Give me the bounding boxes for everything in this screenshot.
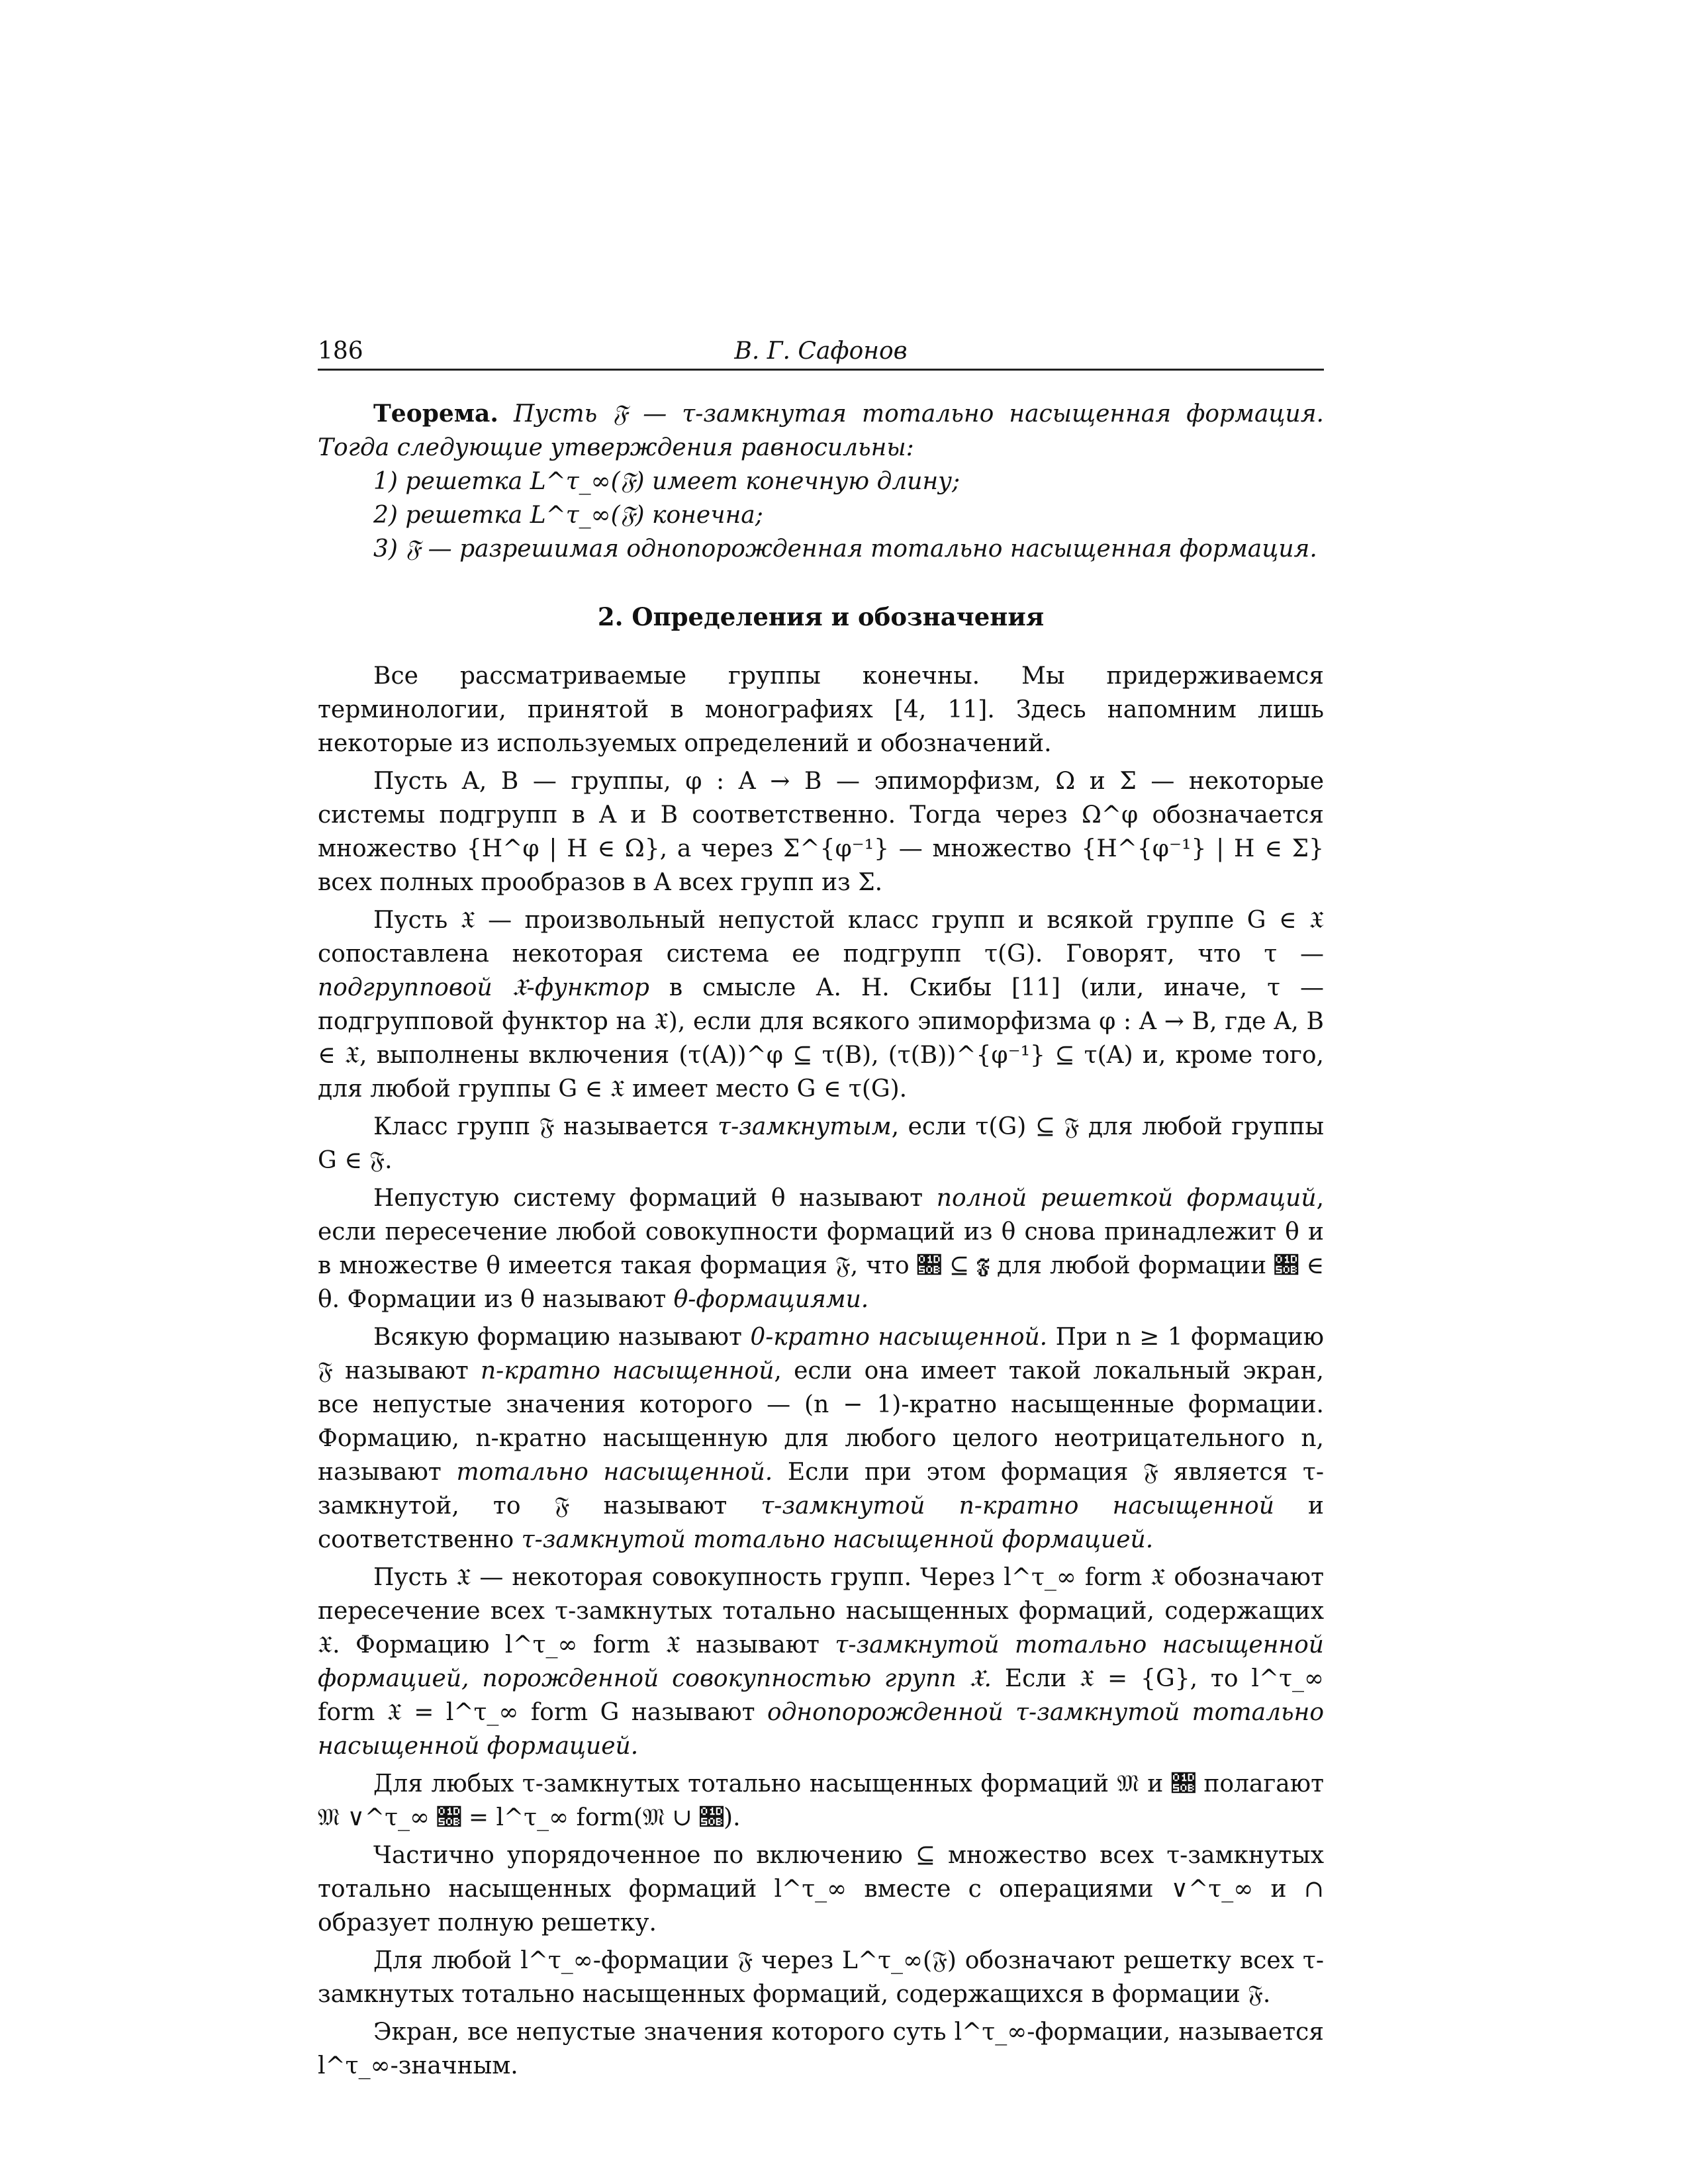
paragraph-text: , если τ(G) ⊆ 𝔉 для любой группы G ∈ 𝔉. (318, 1113, 1324, 1174)
paragraph-text: в смысле А. Н. Скибы [11] (или, иначе, τ — подгрупповой функтор на 𝔛), если для всякого эпиморфизма φ : A → B, где A, B ∈ 𝔛, выполнены включения (τ(A))^φ ⊆ τ(B), (τ(B))^{φ⁻¹} ⊆ τ(A) и, кроме того, для любой группы G ∈ 𝔛 имеет место G ∈ τ(G). (318, 974, 1324, 1103)
paragraph-text: Всякую формацию называют (373, 1324, 751, 1351)
theorem-text: Пусть 𝔉 — τ-замкнутая тотально насыщенная формация. Тогда следующие утверждения равносильны: (318, 400, 1324, 461)
paragraph-text: При n ≥ 1 формацию 𝔉 называют (318, 1324, 1324, 1385)
paragraph: Экран, все непустые значения которого суть l^τ_∞-формации, называется l^τ_∞-значным. (318, 2019, 1324, 2079)
defined-term: однопорожденной τ-замкнутой тотально насыщенной формацией. (318, 1699, 1324, 1760)
running-header (318, 334, 1324, 371)
paragraph: Для любой l^τ_∞-формации 𝔉 через L^τ_∞(𝔉) обозначают решетку всех τ-замкнутых тотально насыщенных формаций, содержащихся в формации 𝔉. (318, 1947, 1324, 2008)
paragraph-text: Непустую систему формаций θ называют (373, 1185, 937, 1212)
paragraph (318, 903, 1324, 1106)
paragraph: Для любых τ-замкнутых тотально насыщенных формаций 𝔐 и 𝔋 полагают 𝔐 ∨^τ_∞ 𝔋 = l^τ_∞ form(𝔐 ∪ 𝔋). (318, 1770, 1324, 1831)
defined-term: τ-замкнутой n-кратно насыщенной (761, 1492, 1274, 1520)
running-author: В. Г. Сафонов (734, 338, 908, 365)
paragraph-text: Пусть 𝔛 — произвольный непустой класс групп и всякой группе G ∈ 𝔛 сопоставлена некоторая система ее подгрупп τ(G). Говорят, что τ — (318, 907, 1324, 968)
defined-term: n-кратно насыщенной (481, 1357, 774, 1385)
paragraph-text: Если при этом формация 𝔉 является τ-замкнутой, то 𝔉 называют (318, 1459, 1324, 1520)
defined-term: τ-замкнутым (718, 1113, 892, 1140)
paragraph-text: , если она имеет такой локальный экран, все непустые значения которого — (n − 1)-кратно насыщенные формации. Формацию, n-кратно насыщенную для любого целого неотрицательного n, называют (318, 1357, 1325, 1486)
paragraph (318, 1181, 1324, 1316)
paragraph-text: , если пересечение любой совокупности формаций из θ снова принадлежит θ и в множестве θ имеется такая формация 𝔉, что 𝔋 ⊆ 𝔉 для любой формации 𝔋 ∈ θ. Формации из θ называют (318, 1185, 1325, 1313)
theorem-statement (318, 397, 1324, 465)
section-title: 2. Определения и обозначения (597, 602, 1045, 631)
defined-term: τ-замкнутой тотально насыщенной формацией, порожденной совокупностью групп 𝔛. (318, 1631, 1324, 1692)
defined-term: тотально насыщенной. (456, 1459, 773, 1486)
paragraph-text: Пусть 𝔛 — некоторая совокупность групп. Через l^τ_∞ form 𝔛 обозначают пересечение всех τ-замкнутых тотально насыщенных формаций, содержащих 𝔛. Формацию l^τ_∞ form 𝔛 называют (318, 1564, 1324, 1659)
defined-term: подгрупповой 𝔛-функтор (318, 974, 649, 1001)
theorem-item-2: 2) решетка L^τ_∞(𝔉) конечна; (373, 502, 763, 529)
defined-term: θ-формациями. (673, 1286, 869, 1313)
paragraph (318, 1561, 1324, 1763)
paragraph: Пусть A, B — группы, φ : A → B — эпиморфизм, Ω и Σ — некоторые системы подгрупп в A и B соответственно. Тогда через Ω^φ обозначается множество {H^φ | H ∈ Ω}, а через Σ^{φ⁻¹} — множество {H^{φ⁻¹} | H ∈ Σ} всех полных прообразов в A всех групп из Σ. (318, 768, 1324, 896)
page-body (318, 334, 1324, 2083)
defined-term: 0-кратно насыщенной. (750, 1324, 1048, 1351)
theorem-item-3: 3) 𝔉 — разрешимая однопорожденная тотально насыщенная формация. (373, 535, 1317, 563)
paragraph: Все рассматриваемые группы конечны. Мы придерживаемся терминологии, принятой в монографиях [4, 11]. Здесь напомним лишь некоторые из используемых определений и обозначений. (318, 662, 1324, 757)
defined-term: τ-замкнутой тотально насыщенной формацией. (521, 1526, 1154, 1553)
theorem-block (318, 397, 1324, 566)
paragraph (318, 1110, 1324, 1177)
defined-term: полной решеткой формаций (936, 1185, 1317, 1212)
paragraph-text: и соответственно (318, 1492, 1324, 1553)
section-body (318, 659, 1324, 2083)
theorem-label: Теорема. (373, 400, 498, 428)
paragraph (318, 1320, 1324, 1557)
page-number: 186 (318, 338, 363, 365)
paragraph-text: Если 𝔛 = {G}, то l^τ_∞ form 𝔛 = l^τ_∞ form G называют (318, 1665, 1324, 1726)
paragraph: Частично упорядоченное по включению ⊆ множество всех τ-замкнутых тотально насыщенных формаций l^τ_∞ вместе с операциями ∨^τ_∞ и ∩ образует полную решетку. (318, 1842, 1324, 1936)
theorem-item-1: 1) решетка L^τ_∞(𝔉) имеет конечную длину; (373, 468, 961, 495)
paragraph-text: Класс групп 𝔉 называется (373, 1113, 718, 1140)
